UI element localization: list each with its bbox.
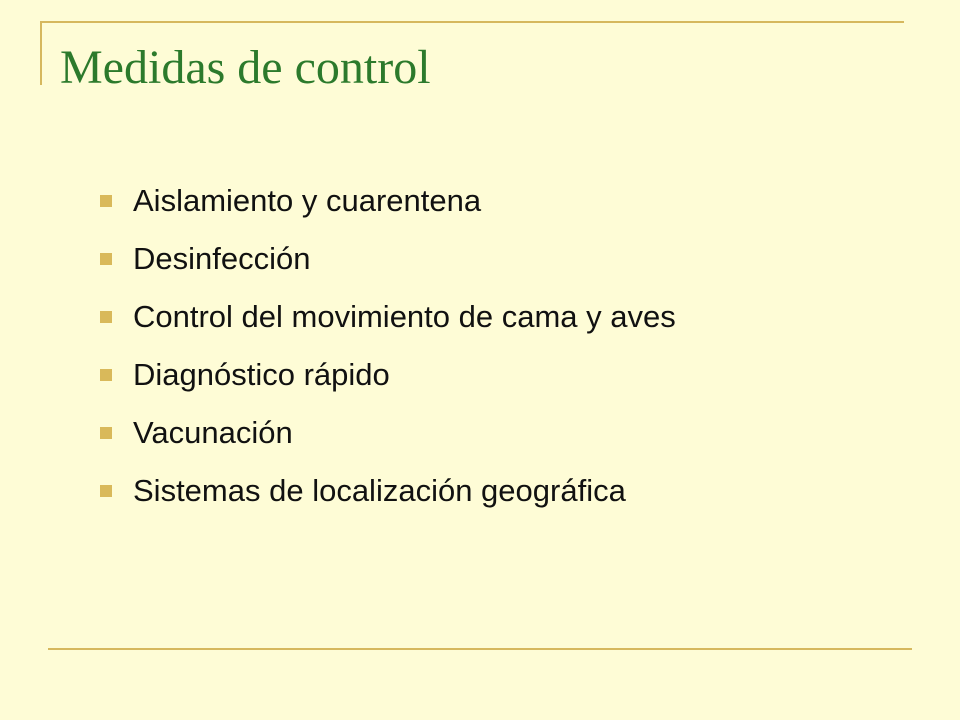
square-bullet-icon xyxy=(100,253,112,265)
square-bullet-icon xyxy=(100,427,112,439)
bullet-item xyxy=(100,230,676,288)
bullet-text: Sistemas de localización geográfica xyxy=(133,473,626,508)
square-bullet-icon xyxy=(100,195,112,207)
square-bullet-icon xyxy=(100,311,112,323)
square-bullet-icon xyxy=(100,369,112,381)
bullet-text: Vacunación xyxy=(133,415,293,450)
bottom-border-line xyxy=(48,648,912,650)
square-bullet-icon xyxy=(100,485,112,497)
bullet-text: Desinfección xyxy=(133,241,311,276)
bullet-text: Control del movimiento de cama y aves xyxy=(133,299,676,334)
bullet-text: Aislamiento y cuarentena xyxy=(133,183,482,218)
bullet-list xyxy=(100,172,676,520)
slide-title: Medidas de control xyxy=(60,41,431,94)
bullet-item xyxy=(100,462,676,520)
bullet-item xyxy=(100,288,676,346)
top-border-line xyxy=(40,21,904,23)
bullet-item xyxy=(100,172,676,230)
bullet-text: Diagnóstico rápido xyxy=(133,357,390,392)
bullet-item xyxy=(100,404,676,462)
left-border-line xyxy=(40,21,42,85)
bullet-item xyxy=(100,346,676,404)
